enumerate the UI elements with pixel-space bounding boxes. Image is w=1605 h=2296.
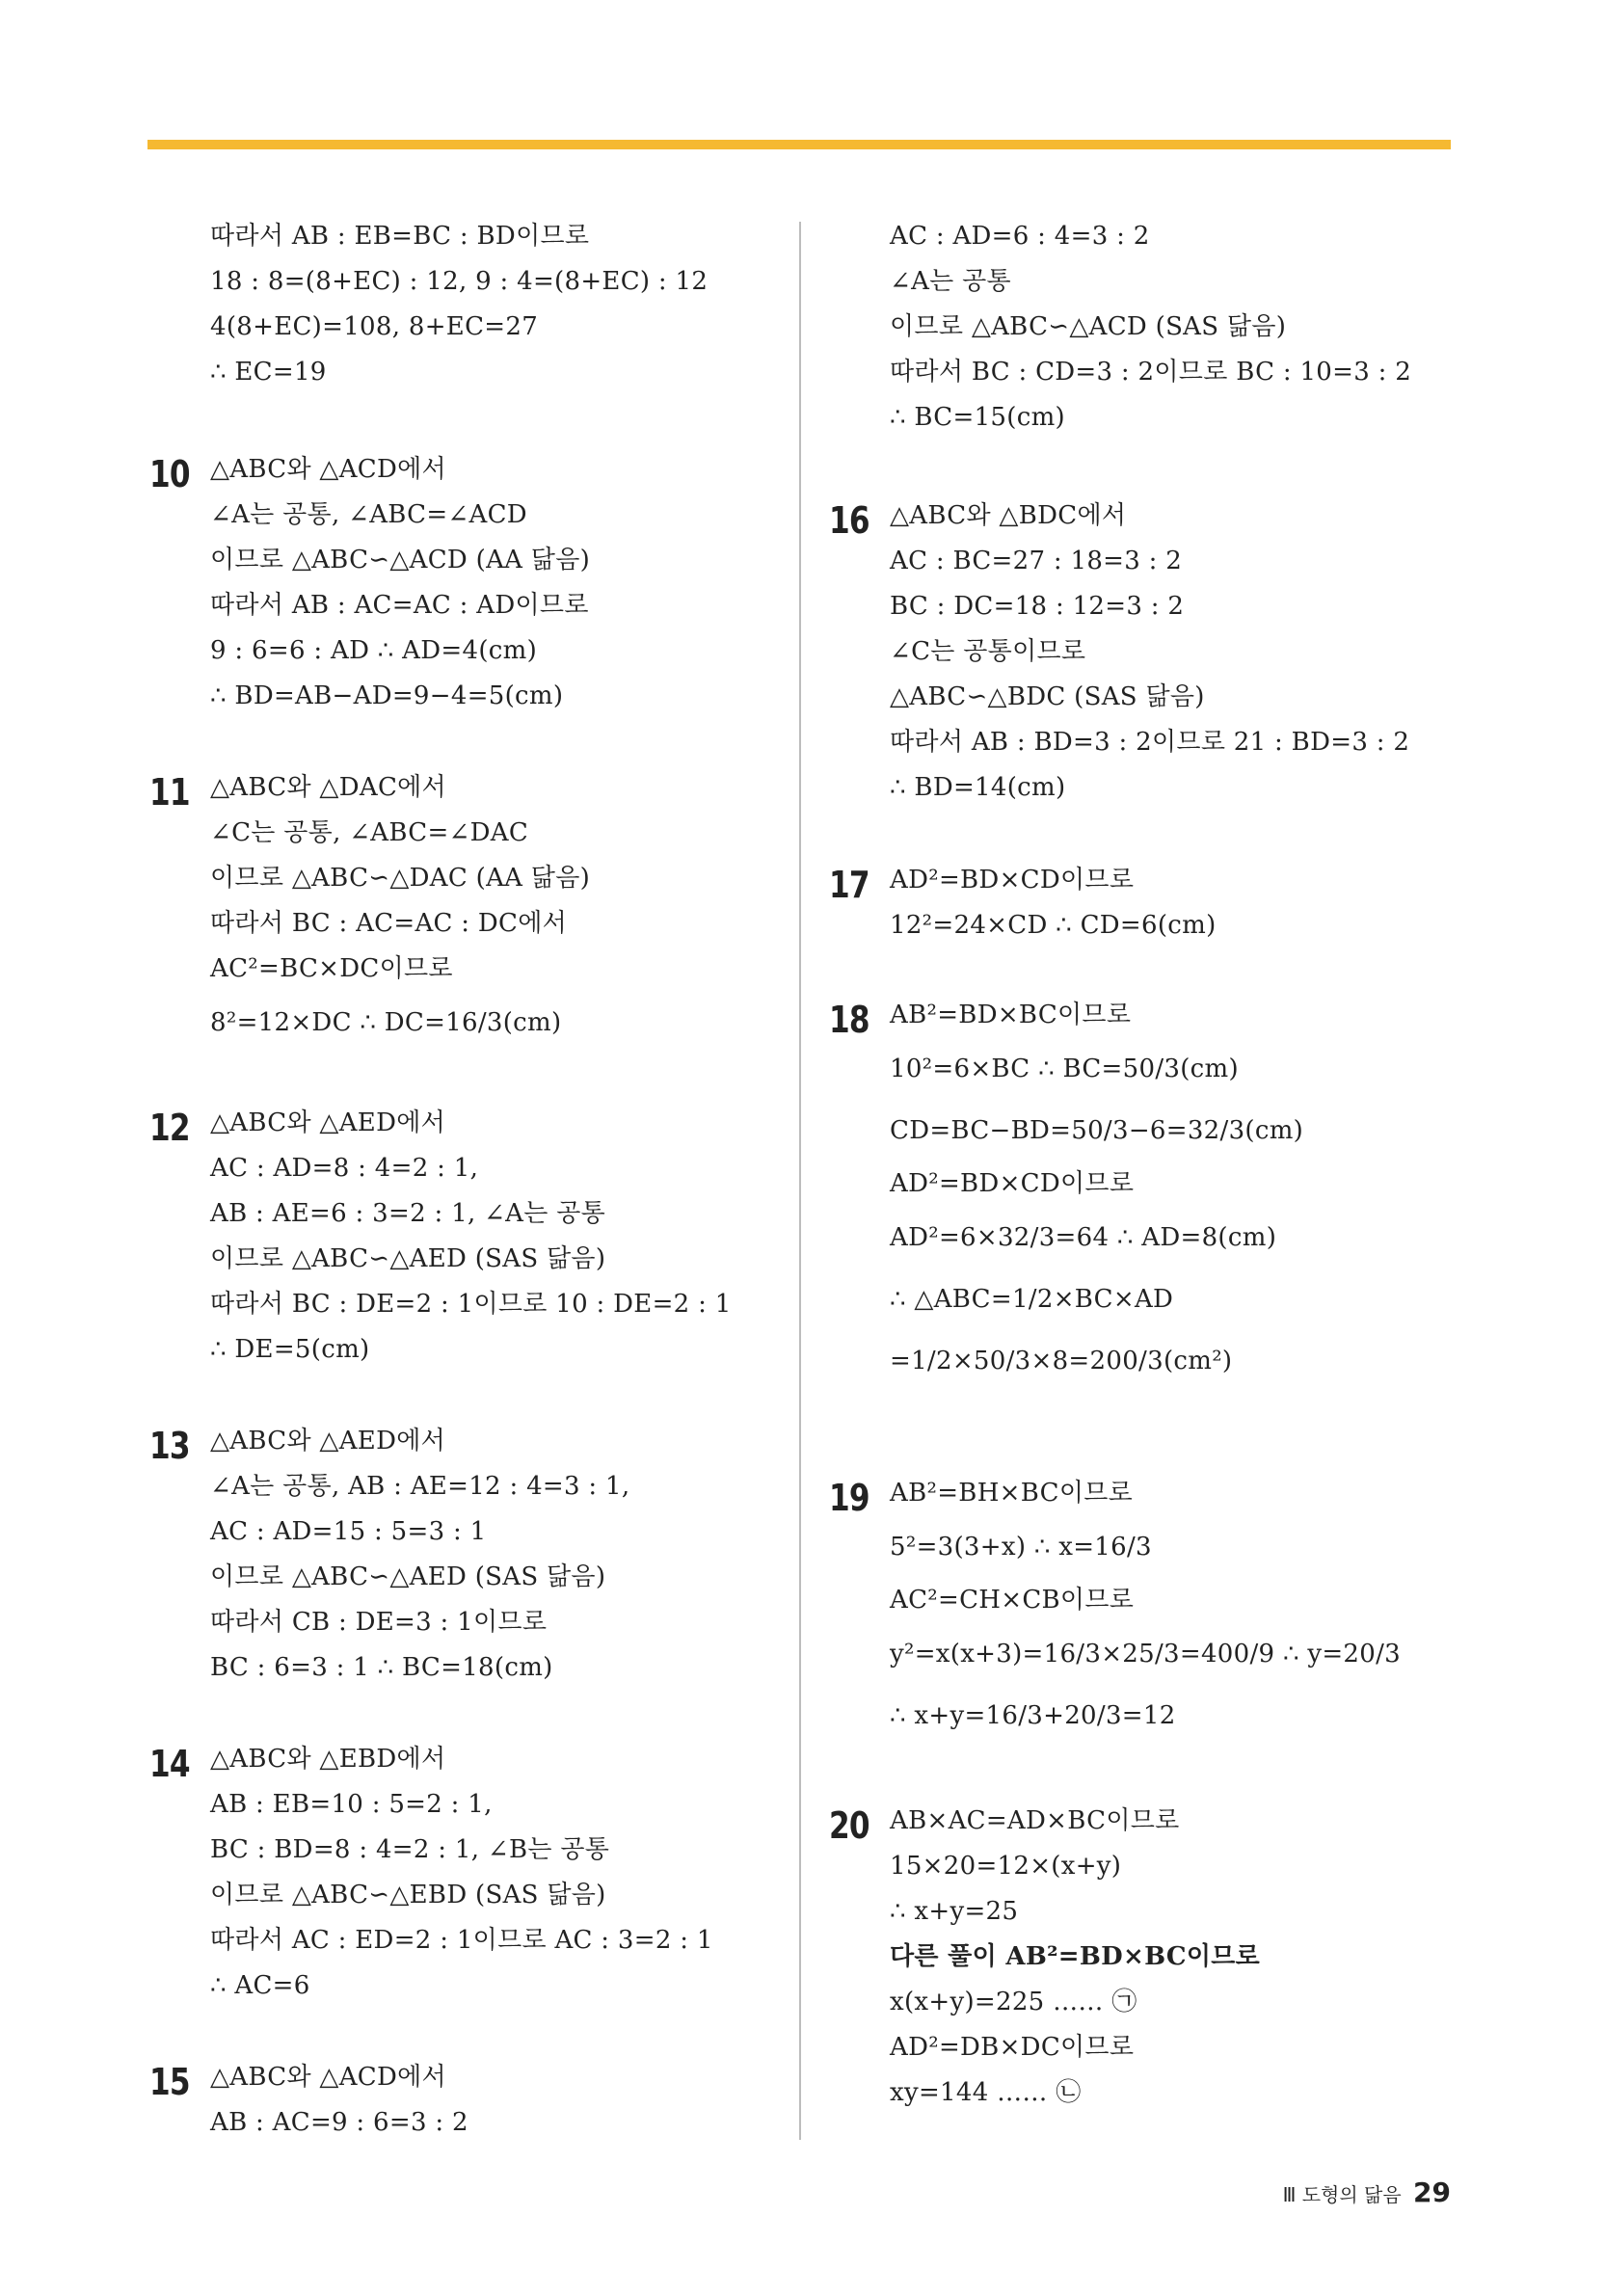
solution-line: AB : EB=10 : 5=2 : 1, — [210, 1790, 493, 1819]
problem-number: 13 — [149, 1425, 190, 1467]
solution-line: ∠A는 공통, AB : AE=12 : 4=3 : 1, — [210, 1472, 630, 1501]
solution-line: AB²=BD×BC이므로 — [890, 1001, 1132, 1029]
problem-13 — [149, 1419, 776, 1737]
solution-line: △ABC와 △ACD에서 — [210, 2063, 446, 2092]
solution-line: BC : DC=18 : 12=3 : 2 — [890, 592, 1185, 621]
solution-line: AC : AD=6 : 4=3 : 2 — [890, 222, 1150, 251]
solution-line: AC²=BC×DC이므로 — [210, 954, 453, 983]
solution-line: ∴ BD=14(cm) — [890, 773, 1066, 802]
solution-line: 따라서 BC : CD=3 : 2이므로 BC : 10=3 : 2 — [890, 358, 1412, 387]
solution-line: AB : AE=6 : 3=2 : 1, ∠A는 공통 — [210, 1199, 606, 1228]
solution-line: △ABC∽△BDC (SAS 닮음) — [890, 682, 1205, 711]
solution-line: ∴ BC=15(cm) — [890, 403, 1065, 432]
chapter-title: Ⅲ 도형의 닮음 — [1282, 2183, 1402, 2206]
problem-number: 14 — [149, 1743, 190, 1785]
solution-line: 따라서 CB : DE=3 : 1이므로 — [210, 1608, 548, 1637]
problem-11 — [149, 765, 776, 1101]
solution-line: xy=144 …… ㉡ — [890, 2078, 1082, 2107]
solution-line: 따라서 AB : EB=BC : BD이므로 — [210, 222, 590, 251]
solution-line: AC²=CH×CB이므로 — [890, 1586, 1135, 1615]
solution-line: CD=BC−BD=50/3−6=32/3(cm) — [890, 1116, 1304, 1145]
solution-line: ∠C는 공통이므로 — [890, 637, 1086, 666]
problem-number: 15 — [149, 2061, 190, 2103]
solution-line: ∴ △ABC=1/2×BC×AD — [890, 1285, 1174, 1314]
top-accent-bar — [147, 140, 1451, 149]
problem-16 — [829, 494, 1446, 858]
solution-line: ∴ AC=6 — [210, 1971, 310, 2000]
solution-line: ∴ EC=19 — [210, 358, 327, 387]
problem-number: 12 — [149, 1107, 190, 1149]
problem-number: 19 — [829, 1477, 869, 1519]
solution-line: 이므로 △ABC∽△ACD (AA 닮음) — [210, 546, 591, 574]
solution-line: 18 : 8=(8+EC) : 12, 9 : 4=(8+EC) : 12 — [210, 267, 709, 296]
page-footer — [1283, 2176, 1451, 2208]
solution-line: 이므로 △ABC∽△EBD (SAS 닮음) — [210, 1881, 606, 1909]
solution-line: AD²=BD×CD이므로 — [890, 866, 1135, 894]
problem-10 — [149, 447, 776, 765]
solution-line: ∠C는 공통, ∠ABC=∠DAC — [210, 818, 529, 847]
solution-line: 따라서 BC : DE=2 : 1이므로 10 : DE=2 : 1 — [210, 1290, 732, 1319]
solution-line: △ABC와 △AED에서 — [210, 1108, 446, 1137]
problem-19 — [829, 1471, 1446, 1799]
solution-line: △ABC와 △AED에서 — [210, 1427, 446, 1455]
problem-14 — [149, 1737, 776, 2055]
problem-number: 16 — [829, 499, 869, 542]
problem-number: 20 — [829, 1804, 869, 1847]
solution-line: AB×AC=AD×BC이므로 — [890, 1806, 1180, 1835]
solution-line: 따라서 BC : AC=AC : DC에서 — [210, 909, 568, 938]
solution-line: AC : AD=15 : 5=3 : 1 — [210, 1517, 487, 1546]
solution-line: 5²=3(3+x) ∴ x=16/3 — [890, 1533, 1152, 1562]
solution-line: △ABC와 △EBD에서 — [210, 1745, 446, 1774]
problem-18 — [829, 993, 1446, 1471]
solution-line: ∴ x+y=16/3+20/3=12 — [890, 1701, 1176, 1730]
solution-line: 이므로 △ABC∽△ACD (SAS 닮음) — [890, 312, 1287, 341]
solution-line: △ABC와 △ACD에서 — [210, 455, 446, 484]
column-divider — [799, 222, 801, 2140]
solution-line: △ABC와 △DAC에서 — [210, 773, 446, 802]
problem-number: 17 — [829, 864, 869, 906]
problem-9-continued — [149, 214, 776, 447]
solution-line: ∠A는 공통 — [890, 267, 1011, 296]
solution-line: BC : 6=3 : 1 ∴ BC=18(cm) — [210, 1653, 553, 1682]
solution-line: 9 : 6=6 : AD ∴ AD=4(cm) — [210, 636, 538, 665]
problem-15 — [149, 2055, 776, 2151]
solution-line: BC : BD=8 : 4=2 : 1, ∠B는 공통 — [210, 1835, 610, 1864]
solution-line: 이므로 △ABC∽△AED (SAS 닮음) — [210, 1562, 606, 1591]
solution-line: AD²=6×32/3=64 ∴ AD=8(cm) — [890, 1223, 1277, 1252]
solution-line: x(x+y)=225 …… ㉠ — [890, 1988, 1137, 2016]
problem-number: 11 — [149, 771, 190, 814]
solution-line: =1/2×50/3×8=200/3(cm²) — [890, 1347, 1233, 1375]
solution-line: 8²=12×DC ∴ DC=16/3(cm) — [210, 1008, 562, 1037]
solution-line: 10²=6×BC ∴ BC=50/3(cm) — [890, 1055, 1239, 1083]
solution-line: ∴ BD=AB−AD=9−4=5(cm) — [210, 681, 564, 710]
solution-line: ∴ x+y=25 — [890, 1897, 1019, 1926]
solution-line: △ABC와 △BDC에서 — [890, 501, 1127, 530]
solution-line: 따라서 AB : BD=3 : 2이므로 21 : BD=3 : 2 — [890, 728, 1410, 757]
alternate-solution-line: 다른 풀이 AB²=BD×BC이므로 — [890, 1942, 1261, 1971]
problem-20 — [829, 1799, 1446, 2126]
problem-17 — [829, 858, 1446, 993]
solution-line: ∴ DE=5(cm) — [210, 1335, 370, 1364]
solution-line: AD²=BD×CD이므로 — [890, 1169, 1135, 1198]
problem-12 — [149, 1101, 776, 1419]
solution-line: 따라서 AB : AC=AC : AD이므로 — [210, 591, 589, 620]
solution-line: 15×20=12×(x+y) — [890, 1852, 1122, 1881]
solution-line: 이므로 △ABC∽△AED (SAS 닮음) — [210, 1244, 606, 1273]
solution-line: AB²=BH×BC이므로 — [890, 1479, 1134, 1508]
left-column — [149, 214, 776, 2151]
problem-15-continued — [829, 214, 1446, 494]
solution-line: ∠A는 공통, ∠ABC=∠ACD — [210, 500, 527, 529]
solution-line: AC : AD=8 : 4=2 : 1, — [210, 1154, 479, 1183]
solution-line: 4(8+EC)=108, 8+EC=27 — [210, 312, 539, 341]
page-number: 29 — [1413, 2176, 1451, 2208]
solution-line: 12²=24×CD ∴ CD=6(cm) — [890, 911, 1217, 940]
solution-line: y²=x(x+3)=16/3×25/3=400/9 ∴ y=20/3 — [890, 1640, 1402, 1669]
problem-number: 10 — [149, 453, 190, 495]
solution-line: 따라서 AC : ED=2 : 1이므로 AC : 3=2 : 1 — [210, 1926, 713, 1955]
solution-line: 이므로 △ABC∽△DAC (AA 닮음) — [210, 864, 591, 893]
solution-line: AB : AC=9 : 6=3 : 2 — [210, 2108, 468, 2137]
solution-line: AC : BC=27 : 18=3 : 2 — [890, 547, 1183, 575]
solution-line: AD²=DB×DC이므로 — [890, 2033, 1135, 2062]
problem-number: 18 — [829, 999, 869, 1041]
right-column — [829, 214, 1446, 2126]
